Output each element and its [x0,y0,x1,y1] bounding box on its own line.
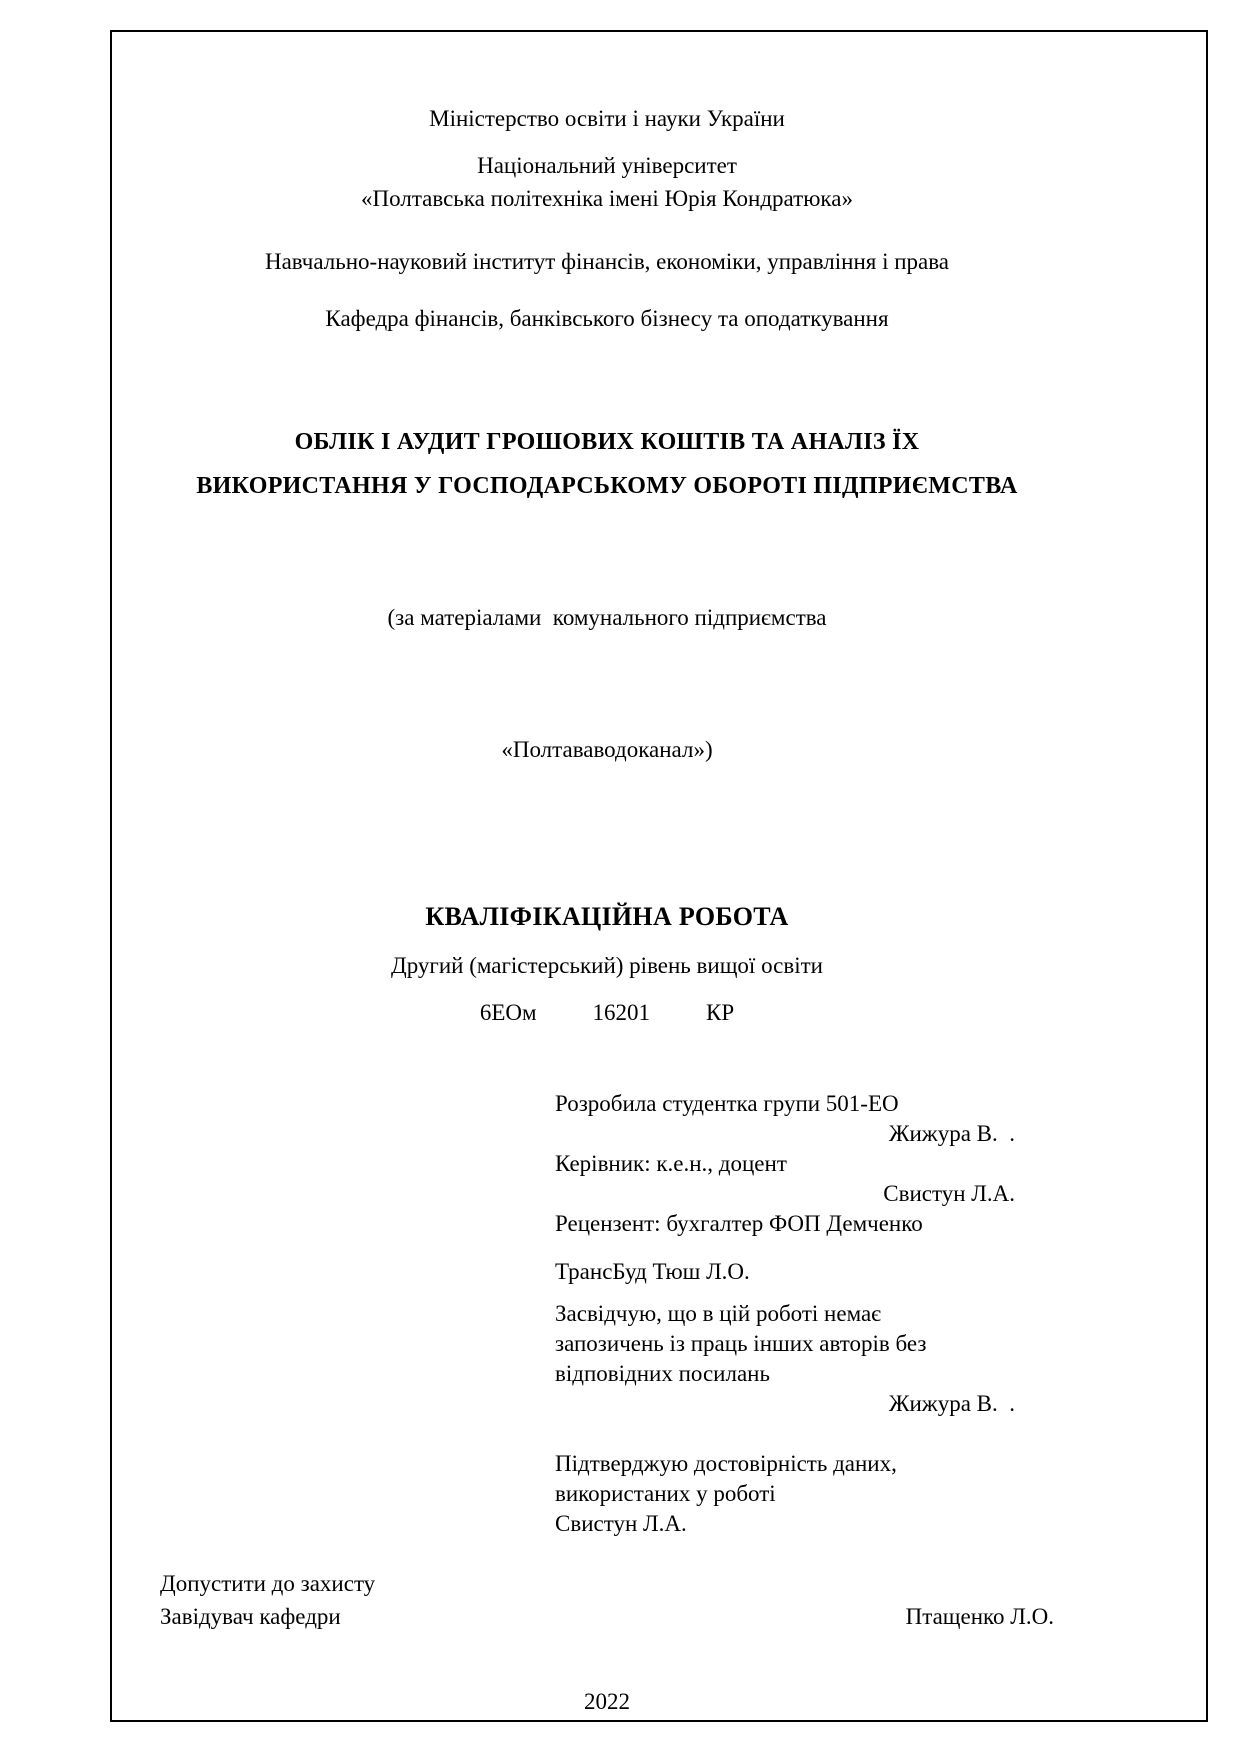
year-line: 2022 [584,1689,630,1714]
data-confirmation-signature: Свистун Л.А. [555,1511,687,1536]
university-name [160,149,1054,215]
no-plagiarism-signature: Жижура В. . [888,1391,1015,1416]
work-codes-row [160,996,1054,1029]
supervisor-signature: Свистун Л.А. [883,1181,1015,1206]
page-border [110,30,1208,1722]
developer-signature: Жижура В. . [888,1121,1015,1146]
data-confirmation-line2: використаних у роботі [555,1481,776,1506]
thesis-title [160,420,1054,508]
materials-note-line2: «Полтававодоканал») [501,737,713,762]
department-line: Кафедра фінансів, банківського бізнесу та оподаткування [325,306,889,331]
department-head-label: Завідувач кафедри [160,1604,341,1629]
work-code-group: 6ЕОм [479,1000,537,1025]
data-confirmation-statement [555,1449,1025,1539]
data-confirmation-line1: Підтверджую достовірність даних, [555,1451,897,1476]
thesis-title-line1: ОБЛІК І АУДИТ ГРОШОВИХ КОШТІВ ТА АНАЛІЗ ЇХ [294,429,920,455]
no-plagiarism-line1: Засвідчую, що в цій роботі немає [555,1301,882,1326]
materials-note [160,508,1054,860]
reviewer-line1: Рецензент: бухгалтер ФОП Демченко [555,1211,923,1236]
approval-block [160,1567,1054,1633]
no-plagiarism-line3: відповідних посилань [555,1361,770,1386]
ministry-line: Міністерство освіти і науки України [429,106,785,131]
institute-line: Навчально-науковий інститут фінансів, економіки, управління і права [264,249,949,274]
university-name-line2: «Полтавська політехніка імені Юрія Кондратюка» [361,186,853,211]
thesis-title-line2: ВИКОРИСТАННЯ У ГОСПОДАРСЬКОМУ ОБОРОТІ ПІДПРИЄМСТВА [196,473,1018,499]
no-plagiarism-statement [555,1299,1025,1389]
work-type-heading: КВАЛІФІКАЦІЙНА РОБОТА [425,902,789,931]
materials-note-line1: (за матеріалами комунального підприємства [387,605,827,630]
reviewer-line2: ТрансБуд Тюш Л.О. [555,1259,750,1284]
department-head-name: Птащенко Л.О. [905,1604,1054,1629]
work-code-abbr: КР [706,1000,735,1025]
admit-to-defense-line: Допустити до захисту [160,1571,376,1596]
university-name-line1: Національний університет [477,153,737,178]
supervisor-label: Керівник: к.е.н., доцент [555,1151,787,1176]
credits-block [555,1089,1025,1539]
no-plagiarism-line2: запозичень із праць інших авторів без [555,1331,927,1356]
page-content [112,32,1206,1720]
department-head-row [160,1600,1054,1633]
education-level-line: Другий (магістерський) рівень вищої освіти [391,953,823,978]
work-code-number: 16201 [592,1000,651,1025]
developer-label: Розробила студентка групи 501-ЕО [555,1091,899,1116]
